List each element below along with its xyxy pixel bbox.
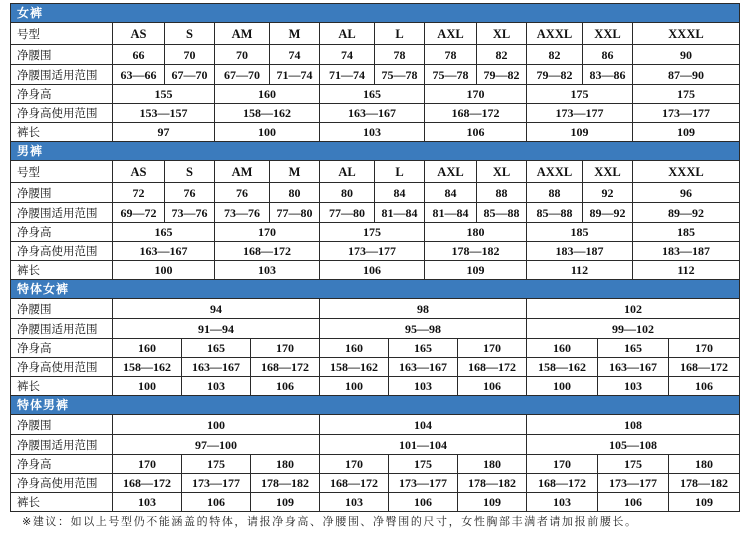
size-code-cell: XXXL [633, 23, 740, 45]
special-womens-pants-section [11, 280, 740, 396]
height-range-cell: 158—162 [113, 358, 182, 377]
height-range-cell: 158—162 [320, 358, 389, 377]
waist-cell: 92 [583, 183, 633, 203]
height-cell: 170 [669, 339, 740, 358]
size-code-cell: L [375, 161, 425, 183]
height-range-cell: 163—167 [113, 242, 215, 261]
waist-range-cell: 79—82 [527, 65, 583, 85]
height-cell: 170 [113, 455, 182, 474]
waist-cell: 66 [113, 45, 165, 65]
length-cell: 100 [215, 123, 320, 142]
womens-pants-section [11, 4, 740, 142]
size-code-label: 号型 [11, 23, 113, 45]
size-code-cell: XXXL [633, 161, 740, 183]
waist-range-cell: 77—80 [320, 203, 375, 223]
height-cell: 180 [251, 455, 320, 474]
size-code-cell: AXL [425, 23, 477, 45]
length-cell: 106 [425, 123, 527, 142]
waist-range-cell: 63—66 [113, 65, 165, 85]
size-code-cell: M [270, 161, 320, 183]
height-cell: 170 [527, 455, 598, 474]
length-cell: 106 [182, 493, 251, 512]
length-cell: 100 [113, 377, 182, 396]
height-cell: 170 [215, 223, 320, 242]
height-label: 净身高 [11, 85, 113, 104]
height-cell: 170 [320, 455, 389, 474]
height-cell: 155 [113, 85, 215, 104]
waist-cell: 80 [270, 183, 320, 203]
size-code-cell: M [270, 23, 320, 45]
waist-cell: 96 [633, 183, 740, 203]
height-range-cell: 163—167 [389, 358, 458, 377]
mens-pants-section [11, 142, 740, 280]
waist-cell: 100 [113, 415, 320, 435]
height-cell: 160 [527, 339, 598, 358]
length-cell: 103 [320, 493, 389, 512]
waist-range-cell: 71—74 [270, 65, 320, 85]
height-range-label: 净身高使用范围 [11, 242, 113, 261]
size-code-cell: AL [320, 23, 375, 45]
height-cell: 180 [425, 223, 527, 242]
height-cell: 160 [215, 85, 320, 104]
height-range-cell: 183—187 [527, 242, 633, 261]
waist-cell: 70 [165, 45, 215, 65]
size-chart [10, 3, 740, 512]
waist-range-cell: 73—76 [215, 203, 270, 223]
height-range-label: 净身高使用范围 [11, 104, 113, 123]
height-cell: 180 [458, 455, 527, 474]
height-cell: 180 [669, 455, 740, 474]
height-range-cell: 168—172 [113, 474, 182, 493]
waist-range-cell: 91—94 [113, 319, 320, 339]
size-code-cell: AS [113, 23, 165, 45]
height-range-cell: 178—182 [425, 242, 527, 261]
length-cell: 103 [598, 377, 669, 396]
waist-range-cell: 81—84 [425, 203, 477, 223]
waist-cell: 88 [477, 183, 527, 203]
height-cell: 160 [113, 339, 182, 358]
size-code-cell: AXXL [527, 23, 583, 45]
waist-cell: 82 [477, 45, 527, 65]
waist-cell: 104 [320, 415, 527, 435]
size-code-cell: AXXL [527, 161, 583, 183]
height-cell: 160 [320, 339, 389, 358]
height-range-cell: 168—172 [458, 358, 527, 377]
height-cell: 175 [389, 455, 458, 474]
length-cell: 106 [458, 377, 527, 396]
height-cell: 185 [633, 223, 740, 242]
height-range-cell: 183—187 [633, 242, 740, 261]
height-label: 净身高 [11, 455, 113, 474]
height-range-cell: 163—167 [320, 104, 425, 123]
waist-cell: 78 [375, 45, 425, 65]
length-cell: 103 [215, 261, 320, 280]
waist-range-label: 净腰围适用范围 [11, 319, 113, 339]
length-cell: 100 [320, 377, 389, 396]
length-cell: 103 [182, 377, 251, 396]
waist-label: 净腰围 [11, 299, 113, 319]
height-range-cell: 168—172 [251, 358, 320, 377]
length-cell: 106 [320, 261, 425, 280]
waist-cell: 86 [583, 45, 633, 65]
footnote: ※建议：如以上号型仍不能涵盖的特体，请报净身高、净腰围、净臀围的尺寸，女性胸部丰满者请加报前腰长。 [22, 515, 638, 528]
length-cell: 97 [113, 123, 215, 142]
length-label: 裤长 [11, 261, 113, 280]
height-cell: 185 [527, 223, 633, 242]
waist-range-label: 净腰围适用范围 [11, 203, 113, 223]
length-cell: 106 [389, 493, 458, 512]
height-cell: 175 [182, 455, 251, 474]
height-range-label: 净身高使用范围 [11, 358, 113, 377]
size-code-cell: L [375, 23, 425, 45]
waist-cell: 90 [633, 45, 740, 65]
waist-range-cell: 87—90 [633, 65, 740, 85]
height-range-cell: 168—172 [527, 474, 598, 493]
waist-range-cell: 101—104 [320, 435, 527, 455]
length-cell: 109 [425, 261, 527, 280]
waist-range-cell: 75—78 [375, 65, 425, 85]
height-range-cell: 168—172 [669, 358, 740, 377]
size-code-cell: XXL [583, 161, 633, 183]
waist-range-cell: 99—102 [527, 319, 740, 339]
waist-range-cell: 77—80 [270, 203, 320, 223]
length-cell: 109 [527, 123, 633, 142]
length-label: 裤长 [11, 123, 113, 142]
waist-range-cell: 79—82 [477, 65, 527, 85]
waist-range-label: 净腰围适用范围 [11, 435, 113, 455]
height-cell: 175 [320, 223, 425, 242]
section-title: 男裤 [11, 142, 740, 161]
length-cell: 109 [669, 493, 740, 512]
waist-cell: 94 [113, 299, 320, 319]
height-range-cell: 173—177 [633, 104, 740, 123]
height-range-cell: 158—162 [215, 104, 320, 123]
section-title: 特体女裤 [11, 280, 740, 299]
waist-cell: 84 [375, 183, 425, 203]
length-cell: 103 [389, 377, 458, 396]
waist-cell: 80 [320, 183, 375, 203]
waist-cell: 82 [527, 45, 583, 65]
waist-range-cell: 97—100 [113, 435, 320, 455]
height-range-cell: 168—172 [215, 242, 320, 261]
height-label: 净身高 [11, 223, 113, 242]
length-cell: 100 [113, 261, 215, 280]
height-range-cell: 178—182 [669, 474, 740, 493]
height-range-cell: 173—177 [598, 474, 669, 493]
length-cell: 112 [527, 261, 633, 280]
length-cell: 103 [527, 493, 598, 512]
size-code-cell: S [165, 161, 215, 183]
size-code-cell: XL [477, 23, 527, 45]
height-range-cell: 173—177 [182, 474, 251, 493]
waist-range-cell: 85—88 [527, 203, 583, 223]
waist-range-cell: 67—70 [215, 65, 270, 85]
size-code-cell: AL [320, 161, 375, 183]
size-code-cell: XL [477, 161, 527, 183]
length-cell: 106 [251, 377, 320, 396]
waist-range-cell: 73—76 [165, 203, 215, 223]
height-label: 净身高 [11, 339, 113, 358]
size-code-label: 号型 [11, 161, 113, 183]
height-cell: 175 [598, 455, 669, 474]
height-cell: 165 [113, 223, 215, 242]
length-cell: 109 [458, 493, 527, 512]
special-mens-pants-section [11, 396, 740, 512]
height-range-cell: 168—172 [425, 104, 527, 123]
length-cell: 106 [598, 493, 669, 512]
height-range-cell: 158—162 [527, 358, 598, 377]
height-range-cell: 178—182 [251, 474, 320, 493]
waist-range-label: 净腰围适用范围 [11, 65, 113, 85]
length-cell: 100 [527, 377, 598, 396]
height-range-cell: 178—182 [458, 474, 527, 493]
waist-range-cell: 83—86 [583, 65, 633, 85]
waist-range-cell: 105—108 [527, 435, 740, 455]
height-cell: 170 [251, 339, 320, 358]
waist-range-cell: 81—84 [375, 203, 425, 223]
waist-cell: 102 [527, 299, 740, 319]
length-label: 裤长 [11, 377, 113, 396]
length-cell: 103 [113, 493, 182, 512]
height-cell: 165 [182, 339, 251, 358]
waist-range-cell: 69—72 [113, 203, 165, 223]
length-cell: 109 [251, 493, 320, 512]
waist-range-cell: 67—70 [165, 65, 215, 85]
height-range-cell: 163—167 [182, 358, 251, 377]
waist-cell: 78 [425, 45, 477, 65]
size-code-cell: AXL [425, 161, 477, 183]
height-cell: 165 [320, 85, 425, 104]
waist-cell: 84 [425, 183, 477, 203]
height-cell: 165 [598, 339, 669, 358]
height-cell: 175 [633, 85, 740, 104]
height-range-cell: 173—177 [320, 242, 425, 261]
height-range-cell: 168—172 [320, 474, 389, 493]
size-code-cell: AS [113, 161, 165, 183]
waist-cell: 76 [165, 183, 215, 203]
length-cell: 103 [320, 123, 425, 142]
waist-cell: 70 [215, 45, 270, 65]
length-cell: 109 [633, 123, 740, 142]
height-cell: 165 [389, 339, 458, 358]
height-range-cell: 173—177 [527, 104, 633, 123]
waist-label: 净腰围 [11, 183, 113, 203]
section-title: 特体男裤 [11, 396, 740, 415]
size-code-cell: AM [215, 161, 270, 183]
length-cell: 112 [633, 261, 740, 280]
length-label: 裤长 [11, 493, 113, 512]
section-title: 女裤 [11, 4, 740, 23]
height-range-cell: 163—167 [598, 358, 669, 377]
height-cell: 170 [425, 85, 527, 104]
length-cell: 106 [669, 377, 740, 396]
height-cell: 170 [458, 339, 527, 358]
waist-range-cell: 95—98 [320, 319, 527, 339]
waist-cell: 72 [113, 183, 165, 203]
waist-label: 净腰围 [11, 415, 113, 435]
waist-range-cell: 89—92 [583, 203, 633, 223]
size-code-cell: AM [215, 23, 270, 45]
height-range-label: 净身高使用范围 [11, 474, 113, 493]
waist-cell: 76 [215, 183, 270, 203]
size-code-cell: S [165, 23, 215, 45]
height-cell: 175 [527, 85, 633, 104]
waist-range-cell: 71—74 [320, 65, 375, 85]
waist-cell: 74 [270, 45, 320, 65]
waist-cell: 88 [527, 183, 583, 203]
height-range-cell: 173—177 [389, 474, 458, 493]
size-code-cell: XXL [583, 23, 633, 45]
waist-cell: 74 [320, 45, 375, 65]
waist-range-cell: 75—78 [425, 65, 477, 85]
waist-label: 净腰围 [11, 45, 113, 65]
waist-cell: 108 [527, 415, 740, 435]
waist-range-cell: 89—92 [633, 203, 740, 223]
waist-range-cell: 85—88 [477, 203, 527, 223]
height-range-cell: 153—157 [113, 104, 215, 123]
waist-cell: 98 [320, 299, 527, 319]
